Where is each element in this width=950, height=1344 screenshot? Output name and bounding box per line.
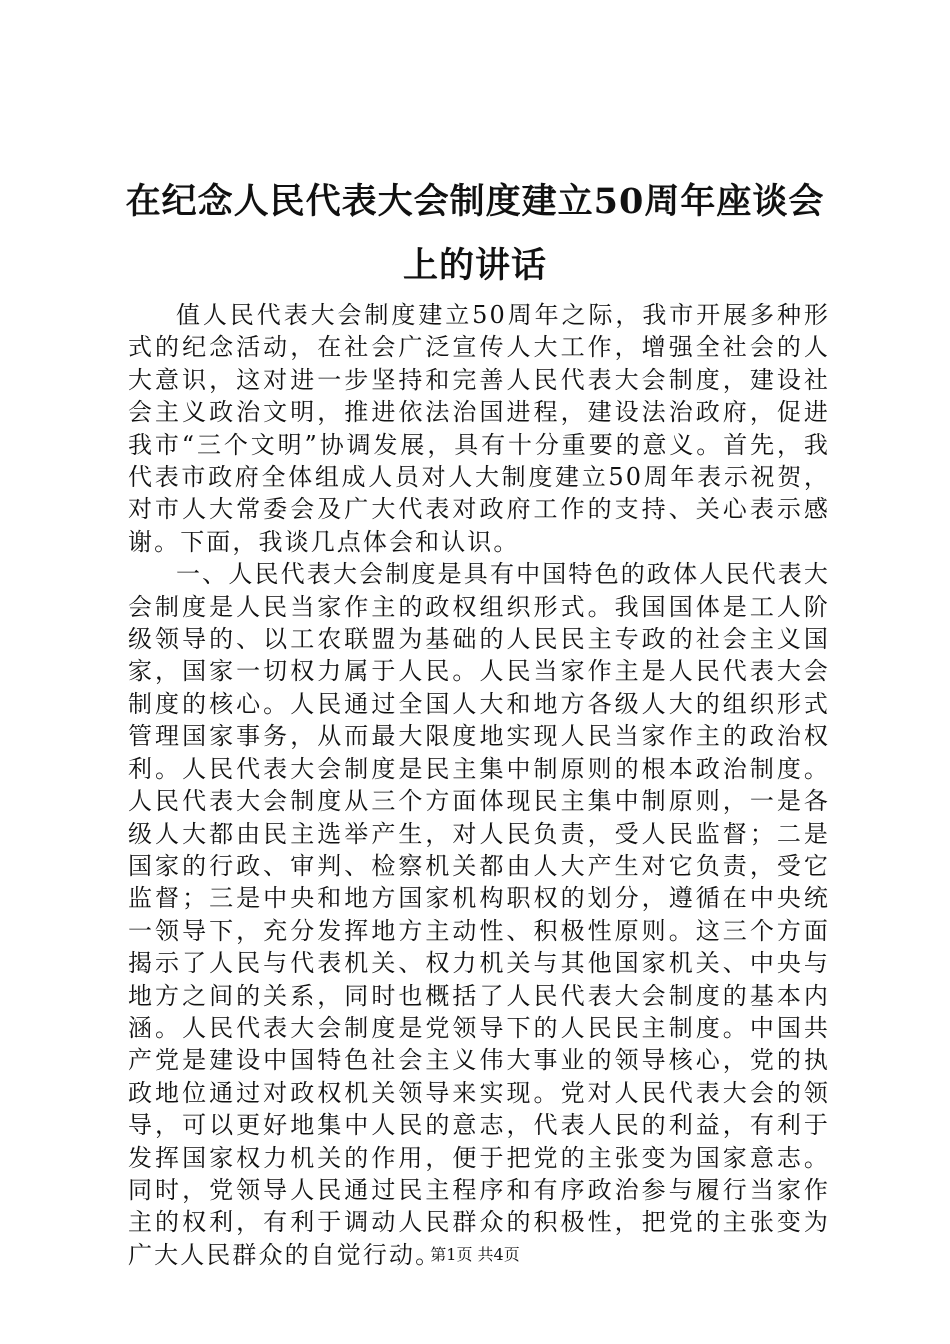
page-number-footer: 第1页 共4页 xyxy=(430,1245,520,1264)
document-title: 在纪念人民代表大会制度建立50周年座谈会上的讲话 xyxy=(125,181,825,286)
paragraph-intro: 值人民代表大会制度建立50周年之际，我市开展多种形式的纪念活动，在社会广泛宣传人大工作，增强全社会的人大意识，这对进一步坚持和完善人民代表大会制度，建设社会主义政治文明，推进依法治国进程，建设法治政府，促进我市“三个文明”协调发展，具有十分重要的意义。首先，我代表市政府全体组成人员对人大制度建立50周年表示祝贺，对市人大常委会及广大代表对政府工作的支持、关心表示感谢。下面，我谈几点体会和认识。 xyxy=(128,301,830,556)
paragraph-section-one: 一、人民代表大会制度是具有中国特色的政体人民代表大会制度是人民当家作主的政权组织形式。我国国体是工人阶级领导的、以工农联盟为基础的人民民主专政的社会主义国家，国家一切权力属于人民。人民当家作主是人民代表大会制度的核心。人民通过全国人大和地方各级人大的组织形式管理国家事务，从而最大限度地实现人民当家作主的政治权利。人民代表大会制度是民主集中制原则的根本政治制度。人民代表大会制度从三个方面体现民主集中制原则，一是各级人大都由民主选举产生，对人民负责，受人民监督；二是国家的行政、审判、检察机关都由人大产生对它负责，受它监督；三是中央和地方国家机构职权的划分，遵循在中央统一领导下，充分发挥地方主动性、积极性原则。这三个方面揭示了人民与代表机关、权力机关与其他国家机关、中央与地方之间的关系，同时也概括了人民代表大会制度的基本内涵。人民代表大会制度是党领导下的人民民主制度。中国共产党是建设中国特色社会主义伟大事业的领导核心，党的执政地位通过对政权机关领导来实现。党对人民代表大会的领导，可以更好地集中人民的意志，代表人民的利益，有利于发挥国家权力机关的作用，便于把党的主张变为国家意志。同时，党领导人民通过民主程序和有序政治参与履行当家作主的权利，有利于调动人民群众的积极性，把党的主张变为广大人民群众的自觉行动。 xyxy=(128,560,830,1269)
document-body xyxy=(128,299,830,1271)
